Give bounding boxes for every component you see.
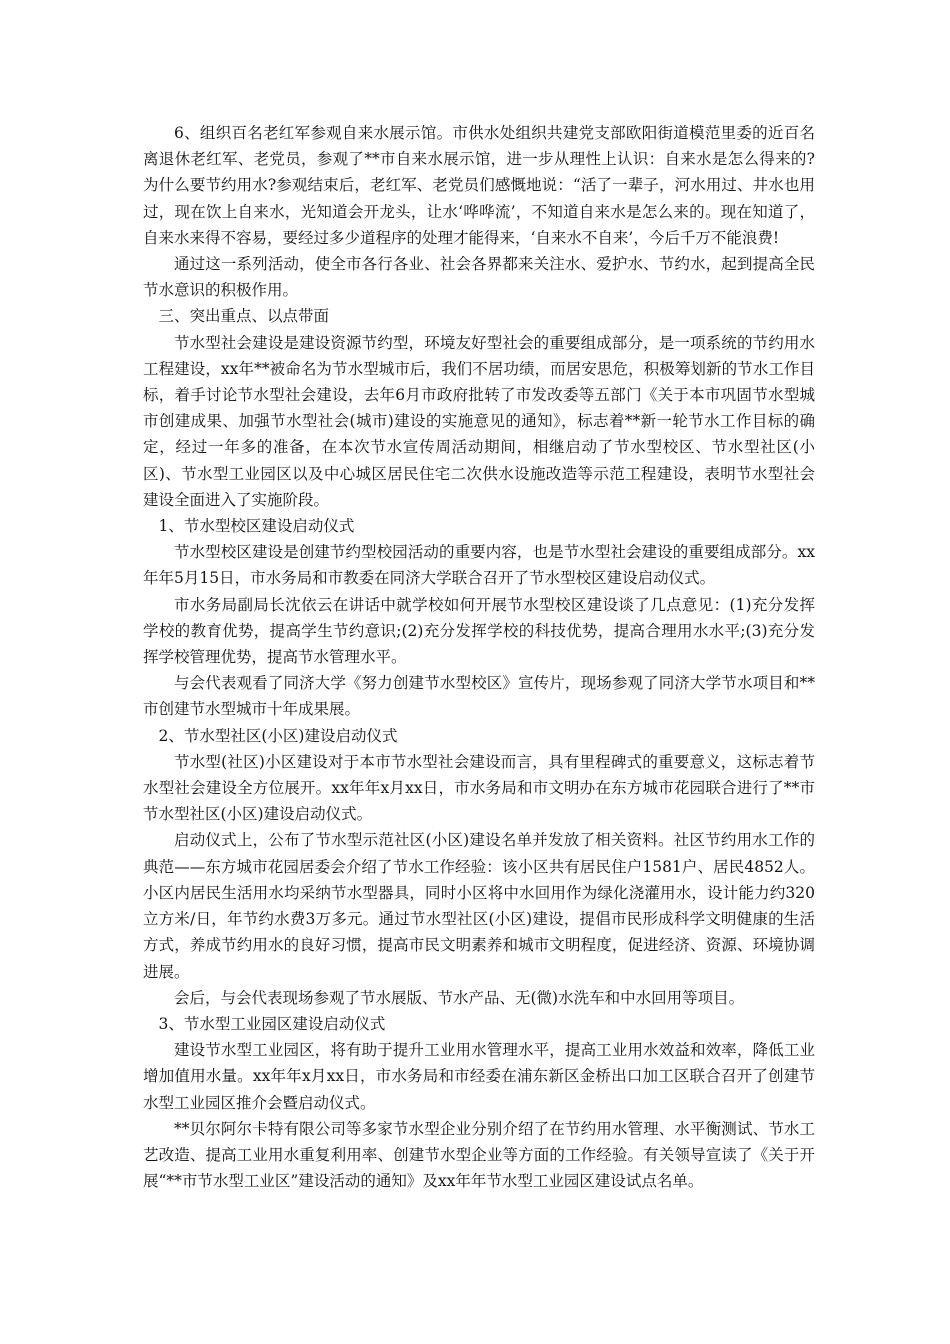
- paragraph-community-ceremony: 启动仪式上，公布了节水型示范社区(小区)建设名单并发放了相关资料。社区节约用水工作的典范——东方城市花园居委会介绍了节水工作经验：该小区共有居民住户1581户、居民4852人。小区内居民生活用水均采纳节水型器具，同时小区将中水回用作为绿化浇灌用水，设计能力约320立方米/日，年节约水费3万多元。通过节水型社区(小区)建设，提倡市民形成科学文明健康的生活方式，养成节约用水的良好习惯，提高市民文明素养和城市文明程度，促进经济、资源、环境协调进展。: [143, 831, 815, 981]
- paragraph-campus-intro: 节水型校区建设是创建节约型校园活动的重要内容，也是节水型社会建设的重要组成部分。xx年年5月15日，市水务局和市教委在同济大学联合召开了节水型校区建设启动仪式。: [143, 543, 815, 588]
- paragraph-red-army-visit: 6、组织百名老红军参观自来水展示馆。市供水处组织共建党支部欧阳街道模范里委的近百名离退休老红军、老党员，参观了**市自来水展示馆，进一步从理性上认识：自来水是怎么得来的?为什么要节约用水?参观结束后，老红军、老党员们感慨地说：“活了一辈子，河水用过、井水也用过，现在饮上自来水，光知道会开龙头，让水‘哗哗流’，不知道自来水是怎么来的。现在知道了，自来水来得不容易，要经过多少道程序的处理才能得来，‘自来水不自来’，今后千万不能浪费!: [143, 124, 815, 247]
- document-body: [143, 120, 815, 1194]
- section-heading-focus: 三、突出重点、以点带面: [158, 307, 330, 326]
- paragraph-activity-summary: 通过这一系列活动，使全市各行各业、社会各界都来关注水、爱护水、节约水，起到提高全民节水意识的积极作用。: [143, 255, 815, 300]
- paragraph-industrial-intro: 建设节水型工业园区，将有助于提升工业用水管理水平，提高工业用水效益和效率，降低工业增加值用水量。xx年年x月xx日，市水务局和市经委在浦东新区金桥出口加工区联合召开了创建节水型工业园区推介会暨启动仪式。: [143, 1041, 815, 1112]
- paragraph-community-intro: 节水型(社区)小区建设对于本市节水型社会建设而言，具有里程碑式的重要意义，这标志着节水型社会建设全方位展开。xx年年x月xx日，市水务局和市文明办在东方城市花园联合进行了**市节水型社区(小区)建设启动仪式。: [143, 752, 815, 824]
- paragraph-industrial-experience: **贝尔阿尔卡特有限公司等多家节水型企业分别介绍了在节约用水管理、水平衡测试、节水工艺改造、提高工业用水重复利用率、创建节水型企业等方面的工作经验。有关领导宣读了《关于开展“**市节水型工业区”建设活动的通知》及xx年年节水型工业园区建设试点名单。: [143, 1119, 815, 1191]
- paragraph-community-visit: 会后，与会代表现场参观了节水展版、节水产品、无(微)水洗车和中水回用等项目。: [174, 988, 745, 1007]
- paragraph-water-saving-society: 节水型社会建设是建设资源节约型，环境友好型社会的重要组成部分，是一项系统的节约用水工程建设，xx年**被命名为节水型城市后，我们不居功绩，而居安思危，积极筹划新的节水工作目标，着手讨论节水型社会建设，去年6月市政府批转了市发改委等五部门《关于本市巩固节水型城市创建成果、加强节水型社会(城市)建设的实施意见的通知》，标志着**新一轮节水工作目标的确定，经过一年多的准备，在本次节水宣传周活动期间，相继启动了节水型校区、节水型社区(小区)、节水型工业园区以及中心城区居民住宅二次供水设施改造等示范工程建设，表明节水型社会建设全面进入了实施阶段。: [143, 333, 815, 509]
- paragraph-campus-visit: 与会代表观看了同济大学《努力创建节水型校区》宣传片，现场参观了同济大学节水项目和**市创建节水型城市十年成果展。: [143, 674, 815, 719]
- subheading-industrial-park: 3、节水型工业园区建设启动仪式: [158, 1014, 386, 1033]
- subheading-community: 2、节水型社区(小区)建设启动仪式: [158, 726, 398, 745]
- subheading-campus: 1、节水型校区建设启动仪式: [158, 517, 355, 536]
- paragraph-campus-speech: 市水务局副局长沈依云在讲话中就学校如何开展节水型校区建设谈了几点意见：(1)充分发挥学校的教育优势，提高学生节约意识;(2)充分发挥学校的科技优势，提高合理用水水平;(3)充分发挥学校管理优势，提高节水管理水平。: [143, 595, 815, 667]
